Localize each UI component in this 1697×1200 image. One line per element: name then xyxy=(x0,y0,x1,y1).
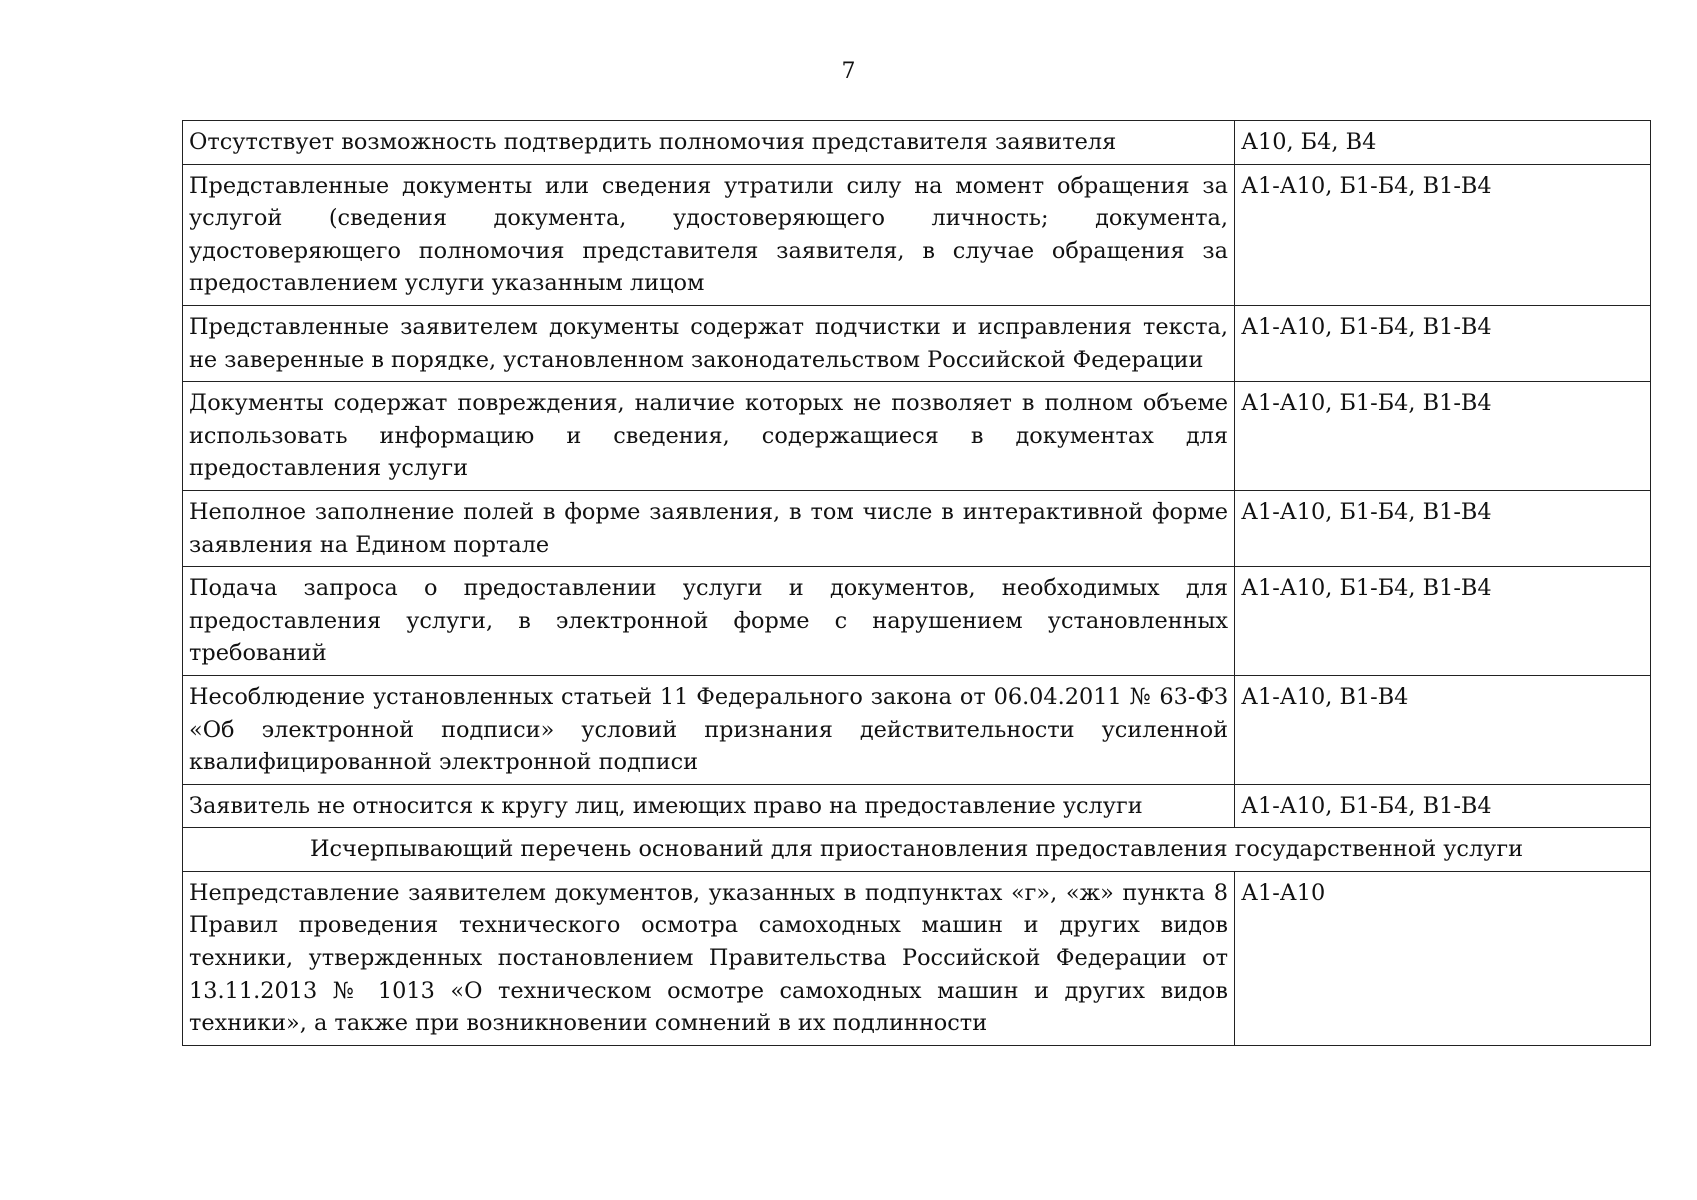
reason-cell: Представленные заявителем документы содержат подчистки и исправления текста, не заверенные в порядке, установленном законодательством Российской Федерации xyxy=(183,305,1235,381)
reason-cell: Подача запроса о предоставлении услуги и документов, необходимых для предоставления услуги, в электронной форме с нарушением установленных требований xyxy=(183,567,1235,676)
reason-cell: Заявитель не относится к кругу лиц, имеющих право на предоставление услуги xyxy=(183,784,1235,828)
table-row xyxy=(183,567,1651,676)
table-row xyxy=(183,121,1651,165)
table-row xyxy=(183,871,1651,1045)
table-row xyxy=(183,305,1651,381)
codes-cell: А10, Б4, В4 xyxy=(1235,121,1651,165)
codes-cell: А1-А10, Б1-Б4, В1-В4 xyxy=(1235,784,1651,828)
reason-cell: Несоблюдение установленных статьей 11 Федерального закона от 06.04.2011 № 63-ФЗ «Об электронной подписи» условий признания действительности усиленной квалифицированной электронной подписи xyxy=(183,675,1235,784)
grounds-table xyxy=(182,120,1651,1046)
codes-cell: А1-А10 xyxy=(1235,871,1651,1045)
codes-cell: А1-А10, Б1-Б4, В1-В4 xyxy=(1235,567,1651,676)
codes-cell: А1-А10, Б1-Б4, В1-В4 xyxy=(1235,305,1651,381)
section-heading: Исчерпывающий перечень оснований для приостановления предоставления государственной услуги xyxy=(183,828,1651,872)
codes-cell: А1-А10, Б1-Б4, В1-В4 xyxy=(1235,382,1651,491)
table-row xyxy=(183,382,1651,491)
codes-cell: А1-А10, Б1-Б4, В1-В4 xyxy=(1235,490,1651,566)
reason-cell: Непредставление заявителем документов, указанных в подпунктах «г», «ж» пункта 8 Правил проведения технического осмотра самоходных машин и других видов техники, утвержденных постановлением Правительства Российской Федерации от 13.11.2013 № 1013 «О техническом осмотре самоходных машин и других видов техники», а также при возникновении сомнений в их подлинности xyxy=(183,871,1235,1045)
reason-cell: Представленные документы или сведения утратили силу на момент обращения за услугой (сведения документа, удостоверяющего личность; документа, удостоверяющего полномочия представителя заявителя, в случае обращения за предоставлением услуги указанным лицом xyxy=(183,164,1235,305)
table-row xyxy=(183,784,1651,828)
table-row xyxy=(183,164,1651,305)
codes-cell: А1-А10, Б1-Б4, В1-В4 xyxy=(1235,164,1651,305)
page-number: 7 xyxy=(841,59,856,84)
table-row xyxy=(183,490,1651,566)
reason-cell: Отсутствует возможность подтвердить полномочия представителя заявителя xyxy=(183,121,1235,165)
codes-cell: А1-А10, В1-В4 xyxy=(1235,675,1651,784)
section-heading-row xyxy=(183,828,1651,872)
table-row xyxy=(183,675,1651,784)
reason-cell: Неполное заполнение полей в форме заявления, в том числе в интерактивной форме заявления на Едином портале xyxy=(183,490,1235,566)
reason-cell: Документы содержат повреждения, наличие которых не позволяет в полном объеме использовать информацию и сведения, содержащиеся в документах для предоставления услуги xyxy=(183,382,1235,491)
